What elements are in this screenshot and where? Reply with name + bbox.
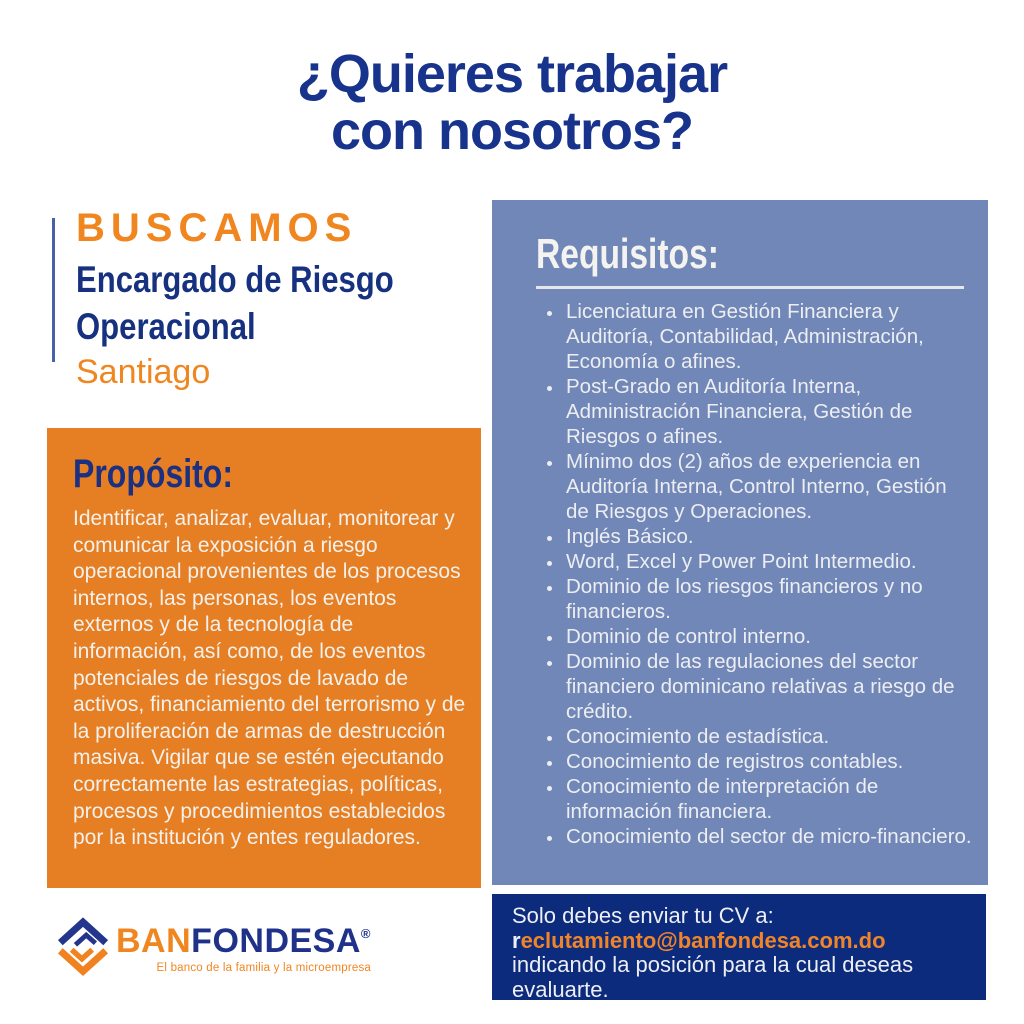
requisito-item: • Conocimiento de estadística. bbox=[564, 724, 972, 749]
kicker-buscamos: BUSCAMOS bbox=[76, 206, 358, 250]
requisito-item: • Dominio de control interno. bbox=[564, 624, 972, 649]
requisito-item: • Dominio de los riesgos financieros y no financieros. bbox=[564, 574, 972, 624]
logo-ban: BAN bbox=[116, 922, 192, 960]
logo-fondesa: FONDESA bbox=[191, 922, 361, 960]
email-address: eclutamiento@banfondesa.com.do bbox=[520, 927, 886, 953]
page-title bbox=[0, 46, 1024, 160]
location-label: Santiago bbox=[76, 353, 211, 391]
requisito-item: • Licenciatura en Gestión Financiera y Auditoría, Contabilidad, Administración, Economía o afines. bbox=[564, 299, 972, 374]
vertical-divider bbox=[52, 218, 55, 362]
requisitos-section bbox=[492, 200, 988, 885]
banfondesa-logo bbox=[56, 914, 371, 978]
banfondesa-diamond-icon bbox=[56, 916, 110, 978]
logo-wordmark bbox=[116, 914, 371, 961]
proposito-body: Identificar, analizar, evaluar, monitorear y comunicar la exposición a riesgo operacional provenientes de los procesos internos, las personas, los eventos externos y de la tecnología de información, así como, de los eventos potenciales de riesgos de lavado de activos, financiamiento del terrorismo y de la proliferación de armas de destrucción masiva. Vigilar que se estén ejecutando correctamente las estrategias, políticas, procesos y procedimientos establecidos por la institución y entes reguladores. bbox=[73, 507, 466, 850]
page-title-line1: ¿Quieres trabajar bbox=[296, 44, 728, 104]
registered-mark: ® bbox=[360, 926, 371, 941]
requisito-item: • Inglés Básico. bbox=[564, 524, 972, 549]
proposito-section bbox=[47, 428, 481, 888]
logo-text-column bbox=[116, 914, 371, 975]
proposito-heading: Propósito: bbox=[73, 452, 233, 496]
email-first-letter: r bbox=[512, 927, 521, 953]
requisito-item: • Conocimiento de interpretación de información financiera. bbox=[564, 774, 972, 824]
requisitos-heading: Requisitos: bbox=[536, 230, 719, 277]
requisito-item: • Mínimo dos (2) años de experiencia en Auditoría Interna, Control Interno, Gestión de Riesgos y Operaciones. bbox=[564, 449, 972, 524]
page-title-line2: con nosotros? bbox=[331, 101, 693, 161]
requisito-item: • Post-Grado en Auditoría Interna, Administración Financiera, Gestión de Riesgos o afines. bbox=[564, 374, 972, 449]
contact-section bbox=[492, 894, 986, 1000]
contact-intro: Solo debes enviar tu CV a: bbox=[512, 903, 774, 928]
requisito-item: • Conocimiento del sector de micro-financiero. bbox=[564, 824, 972, 849]
cv-email-link[interactable] bbox=[512, 929, 970, 954]
position-title: Encargado de Riesgo Operacional bbox=[76, 259, 394, 348]
logo-tagline: El banco de la familia y la microempresa bbox=[156, 962, 371, 974]
requisito-item: • Word, Excel y Power Point Intermedio. bbox=[564, 549, 972, 574]
requisito-item: • Dominio de las regulaciones del sector financiero dominicano relativas a riesgo de crédito. bbox=[564, 649, 972, 724]
requisitos-list bbox=[536, 299, 972, 849]
contact-instruction: indicando la posición para la cual deseas evaluarte. bbox=[512, 952, 914, 1002]
requisito-item: • Conocimiento de registros contables. bbox=[564, 749, 972, 774]
requisitos-underline bbox=[536, 286, 964, 289]
